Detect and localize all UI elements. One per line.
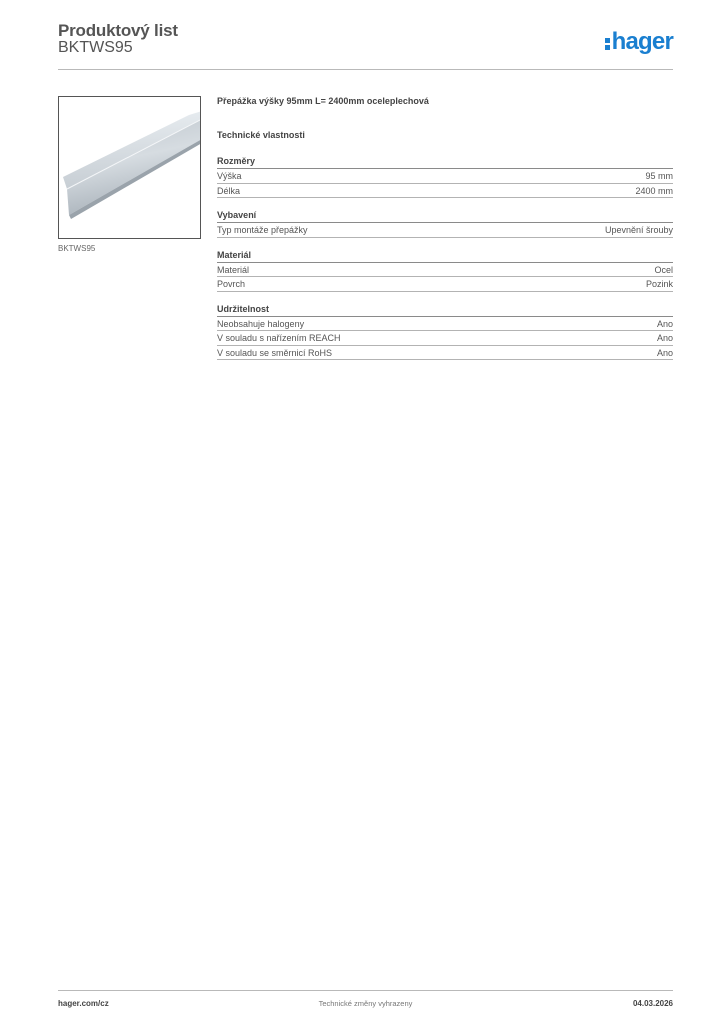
section-equipment bbox=[217, 210, 673, 238]
product-code: BKTWS95 bbox=[58, 39, 133, 56]
spec-value: Upevnění šrouby bbox=[604, 225, 673, 235]
spec-row bbox=[217, 263, 673, 278]
spec-label: V souladu s nařízením REACH bbox=[217, 333, 341, 343]
spec-row bbox=[217, 184, 673, 199]
section-dimensions bbox=[217, 156, 673, 198]
hager-logo bbox=[605, 28, 673, 56]
spec-row bbox=[217, 223, 673, 238]
spec-row bbox=[217, 169, 673, 184]
spec-row bbox=[217, 331, 673, 346]
section-material bbox=[217, 250, 673, 292]
spec-value: 95 mm bbox=[645, 171, 673, 181]
spec-value: Ocel bbox=[654, 264, 673, 275]
spec-value: Ano bbox=[656, 318, 673, 329]
spec-row bbox=[217, 317, 673, 332]
spec-value: Ano bbox=[656, 347, 673, 358]
spec-value: Pozink bbox=[645, 279, 673, 289]
spec-row bbox=[217, 346, 673, 361]
section-title: Rozměry bbox=[217, 156, 673, 169]
footer-notice: Technické změny vyhrazeny bbox=[318, 999, 413, 1008]
spec-label: Výška bbox=[217, 171, 242, 181]
section-title: Materiál bbox=[217, 250, 673, 263]
image-caption: BKTWS95 bbox=[58, 244, 96, 253]
spec-row bbox=[217, 277, 673, 292]
spec-label: Materiál bbox=[217, 264, 250, 275]
spec-label: Povrch bbox=[217, 279, 246, 289]
website-link[interactable]: hager.com/cz bbox=[58, 999, 109, 1008]
logo-dots-icon bbox=[605, 37, 610, 51]
steel-partition-icon bbox=[59, 97, 201, 239]
spec-label: Typ montáže přepážky bbox=[217, 225, 308, 235]
section-title: Vybavení bbox=[217, 210, 673, 223]
footer-date: 04.03.2026 bbox=[632, 999, 673, 1008]
spec-label: Neobsahuje halogeny bbox=[217, 318, 305, 329]
page-header bbox=[58, 20, 673, 70]
technical-properties-title: Technické vlastnosti bbox=[217, 130, 305, 140]
product-image bbox=[58, 96, 201, 239]
product-description: Přepážka výšky 95mm L= 2400mm oceleplechová bbox=[217, 96, 429, 106]
product-details bbox=[217, 96, 673, 360]
spec-value: 2400 mm bbox=[635, 185, 673, 196]
spec-label: V souladu se směrnicí RoHS bbox=[217, 347, 333, 358]
section-sustainability bbox=[217, 304, 673, 361]
spec-label: Délka bbox=[217, 185, 241, 196]
document-title: Produktový list bbox=[58, 21, 178, 40]
spec-value: Ano bbox=[656, 333, 673, 343]
section-title: Udržitelnost bbox=[217, 304, 673, 317]
logo-text: hager bbox=[611, 28, 673, 55]
page-footer bbox=[58, 990, 673, 1014]
